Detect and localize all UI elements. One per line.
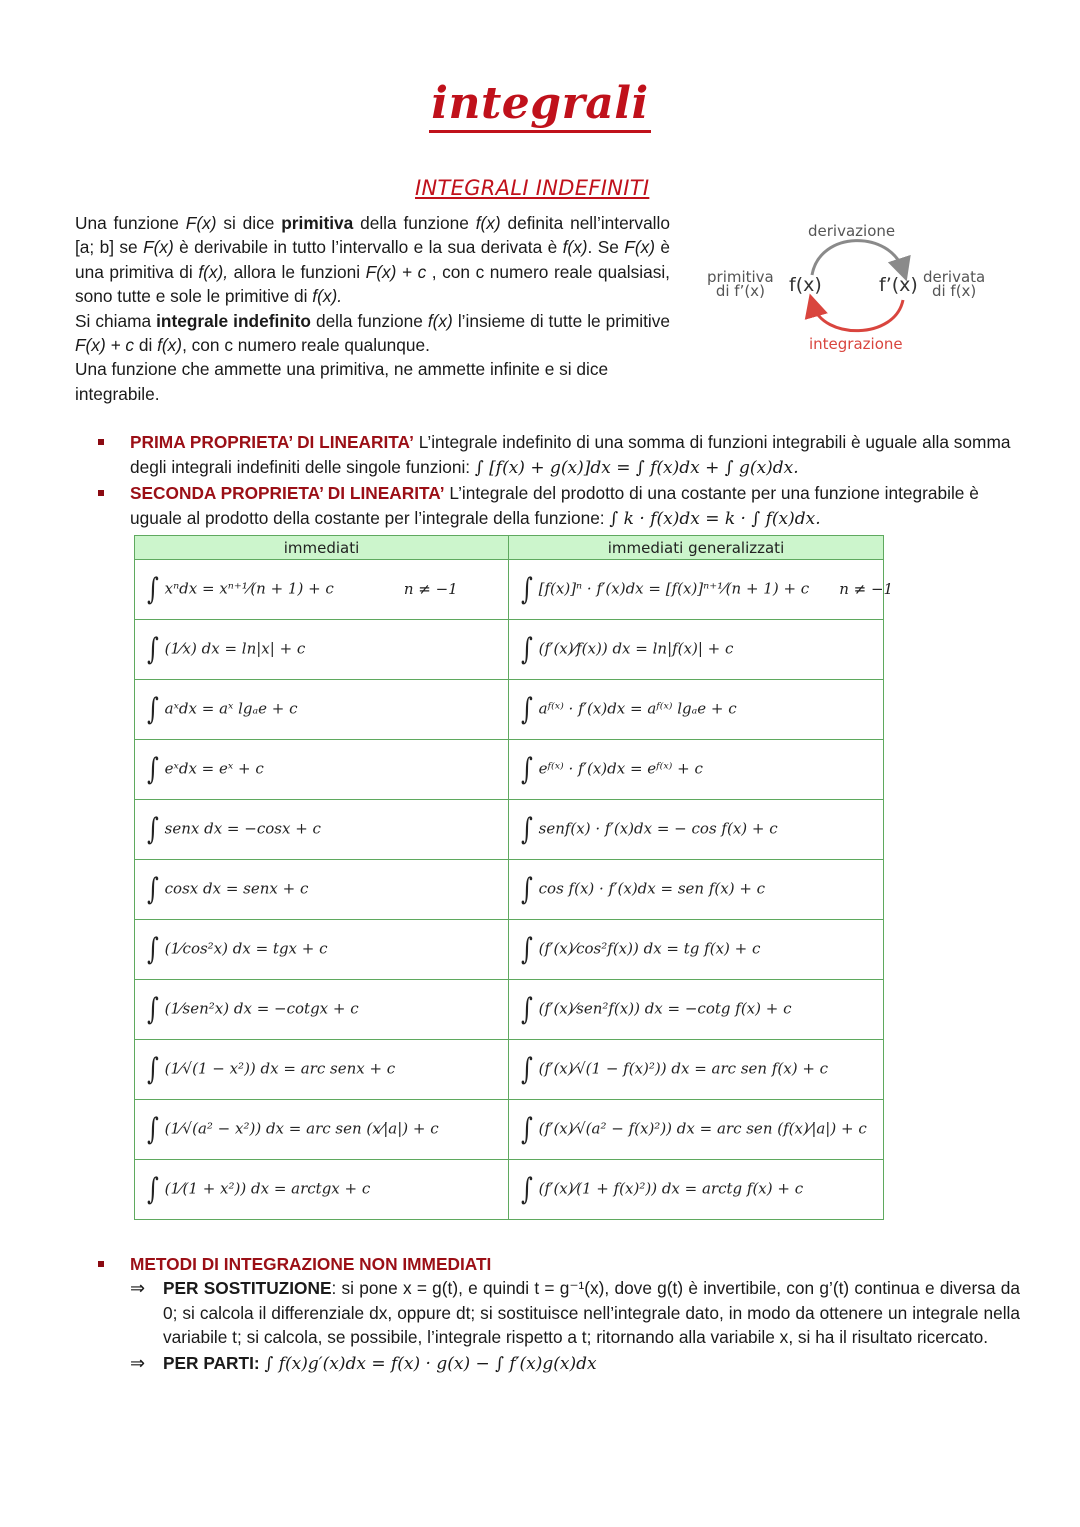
formula-immediato: ∫ (1⁄√(1 − x²)) dx = arc senx + c — [135, 1040, 509, 1100]
table-header-row — [135, 536, 884, 560]
formula-immediato: ∫ (1⁄sen²x) dx = −cotgx + c — [135, 980, 509, 1040]
property-item: SECONDA PROPRIETA’ DI LINEARITA’ L’integrale del prodotto di una costante per una funzione integrabile è uguale al prodotto della costante per l’integrale della funzione: ∫ k · f(x)dx = k · ∫ f(x)dx. — [95, 481, 1020, 532]
bullet-icon — [98, 1261, 104, 1267]
method-by-parts: ⇒ PER PARTI: ∫ f(x)g′(x)dx = f(x) · g(x) − ∫ f′(x)g(x)dx — [130, 1352, 597, 1374]
property-item: PRIMA PROPRIETA’ DI LINEARITA’ L’integrale indefinito di una somma di funzioni integrabili è uguale alla somma degli integrali indefiniti delle singole funzioni: ∫ [f(x) + g(x)]dx = ∫ f(x)dx + ∫ g(x)dx. — [95, 430, 1020, 481]
integral-sign-icon: ∫ — [146, 572, 159, 607]
table-row — [135, 560, 884, 620]
intro-paragraph-1: Una funzione F(x) si dice primitiva della funzione f(x) definita nell’intervallo [a; b] se F(x) è derivabile in tutto l’intervallo e la sua derivata è f(x). Se F(x) è una primitiva di f(x), allora le funzioni F(x) + c , con c numero reale qualsiasi, sono tutte e sole le primitive di f(x). — [75, 213, 671, 307]
formula-generalizzato: ∫ (f′(x)⁄sen²f(x)) dx = −cotg f(x) + c — [509, 980, 884, 1040]
formula-generalizzato: ∫ eᶠ⁽ˣ⁾ · f′(x)dx = eᶠ⁽ˣ⁾ + c — [509, 740, 884, 800]
bullet-icon — [98, 490, 104, 496]
integral-sign-icon: ∫ — [520, 932, 533, 967]
integral-sign-icon: ∫ — [146, 992, 159, 1027]
derivative-node: f’(x) — [879, 274, 918, 296]
table-row — [135, 620, 884, 680]
formula-generalizzato: ∫ [f(x)]ⁿ · f′(x)dx = [f(x)]ⁿ⁺¹⁄(n + 1) + c n ≠ −1 — [509, 560, 884, 620]
table-row — [135, 920, 884, 980]
methods-heading-item: METODI DI INTEGRAZIONE NON IMMEDIATI — [95, 1252, 1020, 1276]
formula-immediato: ∫ (1⁄x) dx = ln|x| + c — [135, 620, 509, 680]
table-row — [135, 1160, 884, 1220]
formula-generalizzato: ∫ (f′(x)⁄f(x)) dx = ln|f(x)| + c — [509, 620, 884, 680]
formula: ∫ k · f(x)dx = k · ∫ f(x)dx. — [609, 509, 821, 529]
integral-sign-icon: ∫ — [146, 692, 159, 727]
formula-immediato: ∫ senx dx = −cosx + c — [135, 800, 509, 860]
section-title: INTEGRALI INDEFINITI — [415, 176, 650, 200]
function-node: f(x) — [789, 274, 822, 296]
intro-paragraph-2: Si chiama integrale indefinito della funzione f(x) l’insieme di tutte le primitive F(x) + c di f(x), con c numero reale qualunque. — [75, 310, 671, 356]
formula-generalizzato: ∫ (f′(x)⁄√(a² − f(x)²)) dx = arc sen (f(x)⁄|a|) + c — [509, 1100, 884, 1160]
integral-sign-icon: ∫ — [520, 992, 533, 1027]
arrow-icon: ⇒ — [130, 1352, 146, 1373]
formula-generalizzato: ∫ senf(x) · f′(x)dx = − cos f(x) + c — [509, 800, 884, 860]
table-row — [135, 1100, 884, 1160]
formula-generalizzato: ∫ (f′(x)⁄(1 + f(x)²)) dx = arctg f(x) + c — [509, 1160, 884, 1220]
table-row — [135, 680, 884, 740]
integrals-table — [134, 535, 894, 1220]
integration-methods — [95, 1252, 1020, 1376]
method-substitution: ⇒ PER SOSTITUZIONE: si pone x = g(t), e quindi t = g⁻¹(x), dove g(t) è invertibile, con g’(t) continua e diversa da 0; si calcola il differenziale dx, oppure dt; si sostituisce nell’integrale dato, in modo da ottenere un integrale nella variabile t; si calcola, se possibile, l’integrale rispetto a t; ritornando alla variabile x, si ha il risultato ricercato. — [130, 1278, 1020, 1348]
table-row — [135, 740, 884, 800]
intro-paragraph-3: Una funzione che ammette una primitiva, ne ammette infinite e si dice integrabile. — [75, 359, 609, 404]
integral-sign-icon: ∫ — [520, 632, 533, 667]
integral-sign-icon: ∫ — [520, 872, 533, 907]
formula-immediato: ∫ eˣdx = eˣ + c — [135, 740, 509, 800]
formula-immediato: ∫ (1⁄(1 + x²)) dx = arctgx + c — [135, 1160, 509, 1220]
integral-sign-icon: ∫ — [520, 1112, 533, 1147]
formula-generalizzato: ∫ aᶠ⁽ˣ⁾ · f′(x)dx = aᶠ⁽ˣ⁾ lgₐe + c — [509, 680, 884, 740]
integral-sign-icon: ∫ — [520, 1172, 533, 1207]
formula-immediato: ∫ (1⁄√(a² − x²)) dx = arc sen (x⁄|a|) + c — [135, 1100, 509, 1160]
integral-sign-icon: ∫ — [146, 1112, 159, 1147]
formula-generalizzato: ∫ (f′(x)⁄√(1 − f(x)²)) dx = arc sen f(x) + c — [509, 1040, 884, 1100]
bullet-icon — [98, 439, 104, 445]
integral-sign-icon: ∫ — [146, 872, 159, 907]
formula-immediato: ∫ xⁿdx = xⁿ⁺¹⁄(n + 1) + c n ≠ −1 — [135, 560, 509, 620]
formula-immediato: ∫ cosx dx = senx + c — [135, 860, 509, 920]
header-immediati: immediati — [135, 536, 509, 560]
derivation-label: derivazione — [808, 222, 896, 240]
integral-sign-icon: ∫ — [146, 752, 159, 787]
formula-immediato: ∫ aˣdx = aˣ lgₐe + c — [135, 680, 509, 740]
header-generalizzati: immediati generalizzati — [509, 536, 884, 560]
condition: n ≠ −1 — [839, 579, 894, 598]
integral-sign-icon: ∫ — [520, 752, 533, 787]
formula-immediato: ∫ (1⁄cos²x) dx = tgx + c — [135, 920, 509, 980]
integral-sign-icon: ∫ — [520, 572, 533, 607]
formula: ∫ [f(x) + g(x)]dx = ∫ f(x)dx + ∫ g(x)dx. — [474, 458, 799, 478]
formula-generalizzato: ∫ cos f(x) · f′(x)dx = sen f(x) + c — [509, 860, 884, 920]
integral-sign-icon: ∫ — [520, 1052, 533, 1087]
primitive-label: primitiva di f’(x) — [707, 268, 774, 300]
table-row — [135, 800, 884, 860]
page-title: integrali — [0, 78, 1080, 129]
formula-generalizzato: ∫ (f′(x)⁄cos²f(x)) dx = tg f(x) + c — [509, 920, 884, 980]
table-row — [135, 980, 884, 1040]
integral-sign-icon: ∫ — [520, 692, 533, 727]
linearity-properties — [95, 430, 1020, 532]
integral-sign-icon: ∫ — [146, 1172, 159, 1207]
integral-sign-icon: ∫ — [146, 932, 159, 967]
integral-sign-icon: ∫ — [146, 632, 159, 667]
condition: n ≠ −1 — [403, 579, 458, 598]
table-row — [135, 1040, 884, 1100]
integral-sign-icon: ∫ — [146, 1052, 159, 1087]
integral-sign-icon: ∫ — [520, 812, 533, 847]
derivation-integration-diagram — [705, 215, 995, 360]
derivative-label: derivata di f(x) — [923, 268, 986, 300]
table-row — [135, 860, 884, 920]
arrow-icon: ⇒ — [130, 1278, 146, 1299]
intro-text — [75, 211, 670, 406]
integral-sign-icon: ∫ — [146, 812, 159, 847]
integration-label: integrazione — [809, 335, 903, 353]
